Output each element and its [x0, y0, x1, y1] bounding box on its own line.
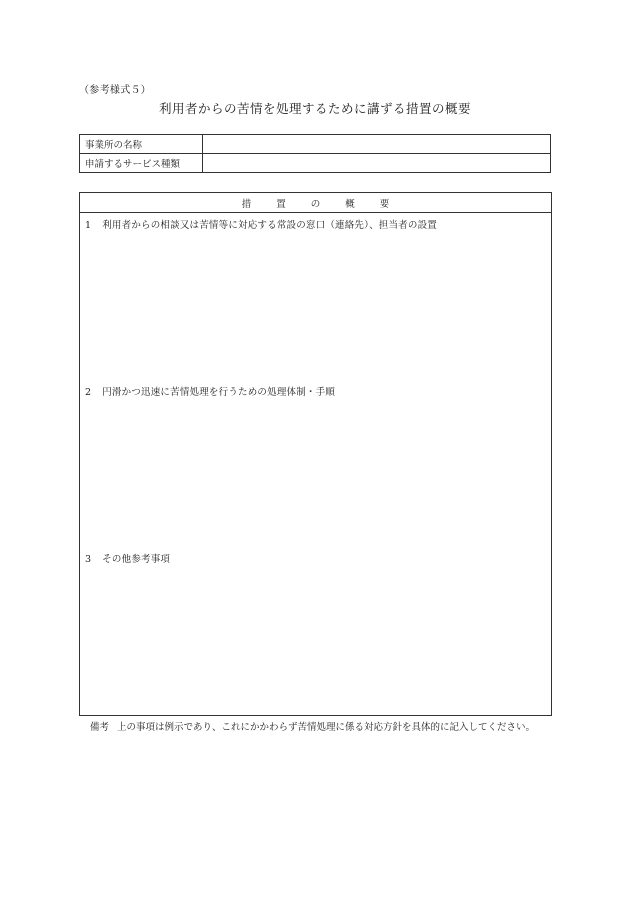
item-number: 2	[85, 387, 92, 398]
item-text: 円滑かつ迅速に苦情処理を行うための処理体制・手順	[102, 387, 336, 398]
header-char: 概	[345, 198, 355, 210]
remarks-label: 備考	[90, 722, 110, 733]
header-char: の	[310, 198, 321, 210]
measure-item-contact-window[interactable]	[85, 217, 437, 231]
measures-box	[79, 192, 552, 716]
service-type-field[interactable]	[203, 154, 551, 173]
remarks	[90, 719, 535, 733]
form-reference: （参考様式５）	[79, 85, 152, 96]
office-info-table	[79, 134, 551, 173]
header-char: 要	[379, 198, 390, 210]
remarks-text: 上の事項は例示であり、これにかかわらず苦情処理に係る対応方針を具体的に記入してください。	[117, 722, 536, 733]
table-row	[80, 135, 551, 154]
header-char: 置	[276, 198, 286, 210]
service-type-label: 申請するサービス種類	[80, 154, 203, 173]
table-row	[80, 154, 551, 173]
measure-item-handling-procedure[interactable]	[85, 384, 335, 398]
measures-header	[80, 193, 551, 213]
header-char: 措	[241, 198, 252, 210]
measure-item-other-notes[interactable]	[85, 551, 170, 565]
item-number: 1	[85, 220, 92, 231]
office-name-field[interactable]	[203, 135, 551, 154]
item-text: 利用者からの相談又は苦情等に対応する常設の窓口（連絡先）、担当者の設置	[102, 220, 437, 231]
item-number: 3	[85, 554, 92, 565]
office-name-label: 事業所の名称	[80, 135, 203, 154]
document-title: 利用者からの苦情を処理するために講ずる措置の概要	[158, 101, 471, 116]
item-text: その他参考事項	[102, 554, 171, 565]
